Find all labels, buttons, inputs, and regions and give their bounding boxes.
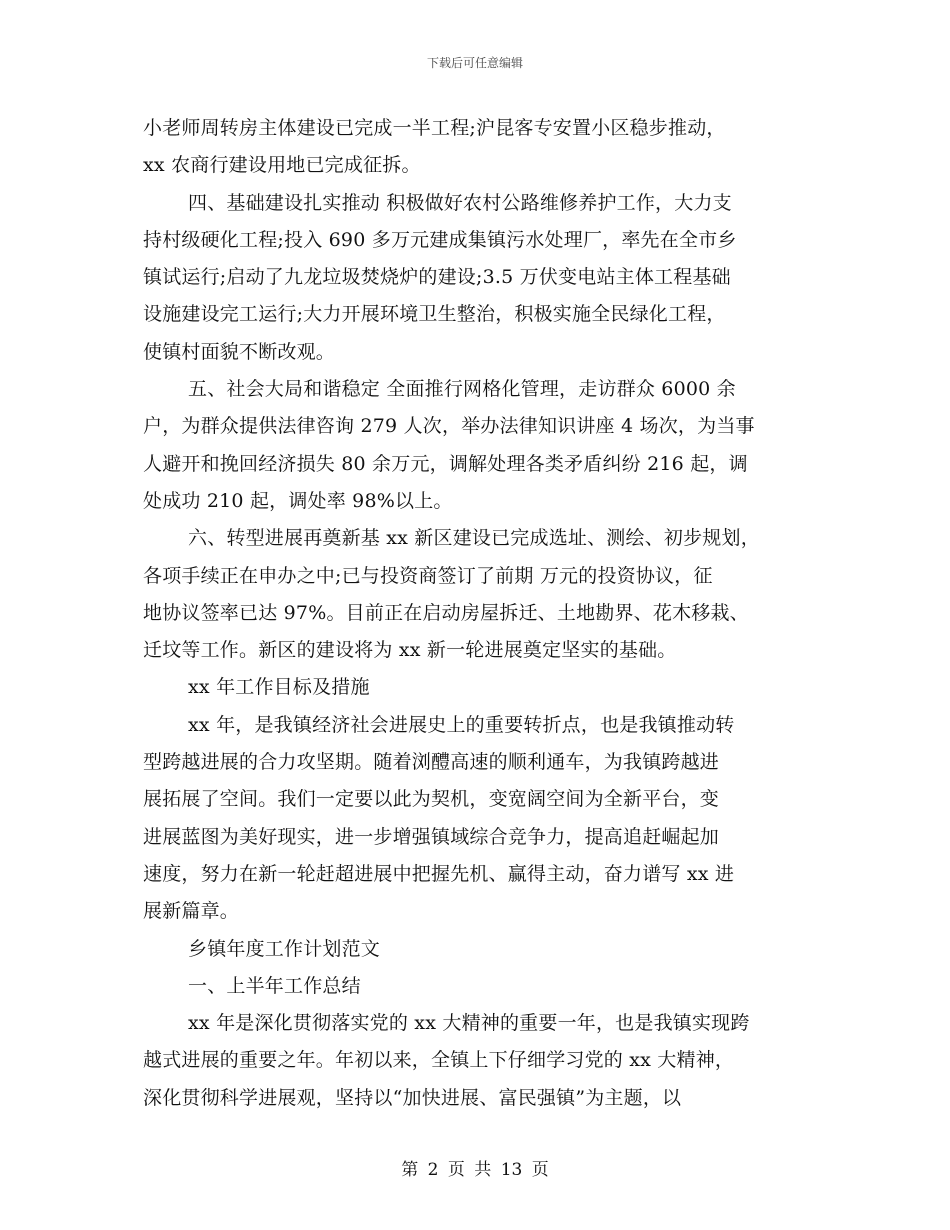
text-line: xx 年工作目标及措施	[188, 676, 370, 699]
text-line: 乡镇年度工作计划范文	[188, 937, 381, 960]
text-line: 户，为群众提供法律咨询 279 人次，举办法律知识讲座 4 场次，为当事	[143, 415, 755, 438]
text-line: 深化贯彻科学进展观，坚持以“加快进展、富民强镇”为主题，以	[143, 1086, 682, 1109]
text-line: 各项手续正在申办之中;已与投资商签订了前期 万元的投资协议，征	[143, 564, 713, 587]
text-line: 镇试运行;启动了九龙垃圾焚烧炉的建设;3.5 万伏变电站主体工程基础	[143, 266, 731, 289]
text-line: 处成功 210 起，调处率 98%以上。	[143, 489, 453, 512]
text-line: 速度，努力在新一轮赶超进展中把握先机、赢得主动，奋力谱写 xx 进	[143, 862, 735, 885]
text-line: xx 农商行建设用地已完成征拆。	[143, 154, 421, 177]
text-line: 四、基础建设扎实推动 积极做好农村公路维修养护工作，大力支	[188, 191, 732, 214]
text-line: 人避开和挽回经济损失 80 余万元，调解处理各类矛盾纠纷 216 起，调	[143, 452, 748, 475]
text-line: 进展蓝图为美好现实，进一步增强镇域综合竞争力，提高追赶崛起加	[143, 825, 720, 848]
text-line: 设施建设完工运行;大力开展环境卫生整治，积极实施全民绿化工程，	[143, 303, 726, 326]
text-line: 展拓展了空间。我们一定要以此为契机，变宽阔空间为全新平台，变	[143, 788, 720, 811]
text-line: 型跨越进展的合力攻坚期。随着浏醴高速的顺利通车，为我镇跨越进	[143, 751, 720, 774]
text-line: 六、转型进展再奠新基 xx 新区建设已完成选址、测绘、初步规划，	[188, 527, 760, 550]
text-line: 持村级硬化工程;投入 690 多万元建成集镇污水处理厂，率先在全市乡	[143, 228, 737, 251]
page-header: 下载后可任意编辑	[426, 56, 523, 70]
text-line: 五、社会大局和谐稳定 全面推行网格化管理，走访群众 6000 余	[188, 378, 736, 401]
text-line: 使镇村面貌不断改观。	[143, 340, 336, 363]
page-number-footer: 第 2 页 共 13 页	[401, 1160, 549, 1180]
text-line: xx 年，是我镇经济社会进展史上的重要转折点，也是我镇推动转	[188, 713, 735, 736]
text-line: 地协议签率已达 97%。目前正在启动房屋拆迁、土地勘界、花木移栽、	[143, 601, 749, 624]
text-line: 迁坟等工作。新区的建设将为 xx 新一轮进展奠定坚实的基础。	[143, 639, 677, 662]
text-line: 一、上半年工作总结	[188, 974, 361, 997]
text-line: xx 年是深化贯彻落实党的 xx 大精神的重要一年，也是我镇实现跨	[188, 1012, 750, 1035]
text-line: 展新篇章。	[143, 900, 240, 923]
text-line: 越式进展的重要之年。年初以来，全镇上下仔细学习党的 xx 大精神，	[143, 1049, 735, 1072]
document-body	[143, 110, 833, 1117]
text-line: 小老师周转房主体建设已完成一半工程;沪昆客专安置小区稳步推动，	[143, 117, 726, 139]
